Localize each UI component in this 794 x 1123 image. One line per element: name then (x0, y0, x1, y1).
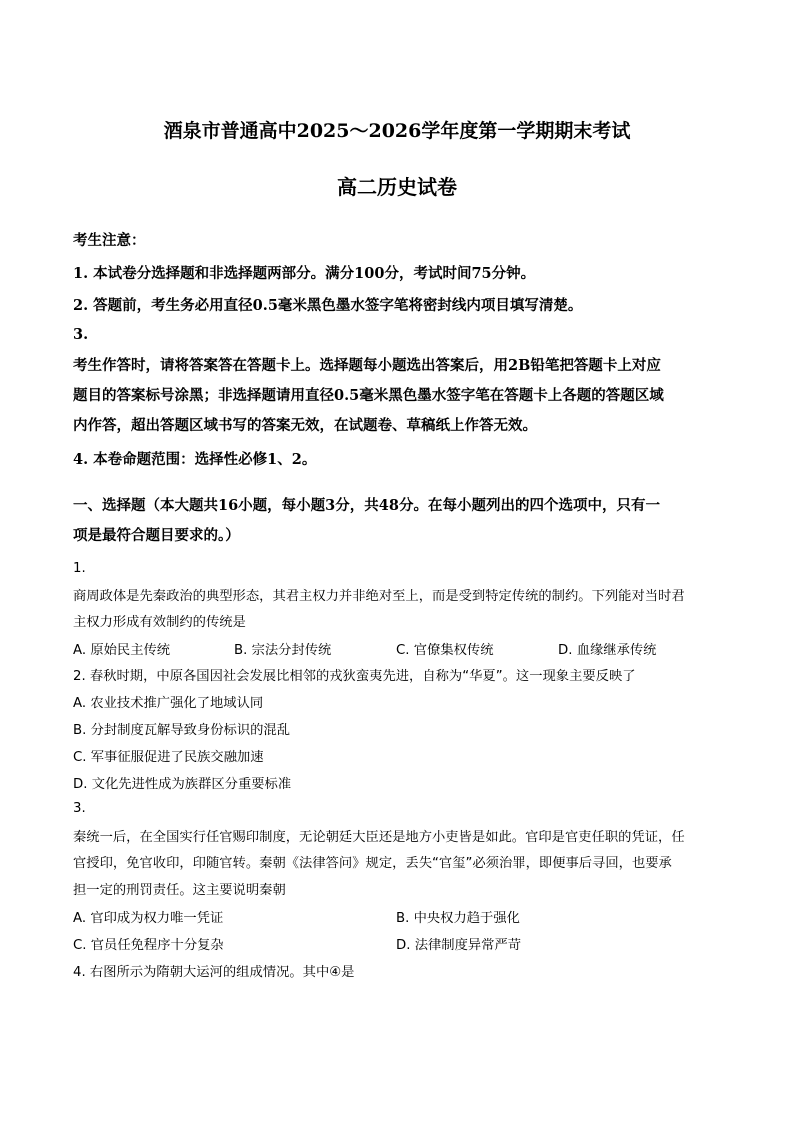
notice-item-3-line-1: 考生作答时，请将答案答在答题卡上。选择题每小题选出答案后，用2B铅笔把答题卡上对应 (73, 357, 661, 374)
question-1-option-b: B. 宗法分封传统 (234, 643, 332, 658)
notice-item-1: 1. 本试卷分选择题和非选择题两部分。满分100分，考试时间75分钟。 (73, 265, 536, 282)
question-1-option-d: D. 血缘继承传统 (558, 643, 657, 658)
question-1-stem-line-2: 主权力形成有效制约的传统是 (73, 615, 246, 630)
question-2-option-c: C. 军事征服促进了民族交融加速 (73, 750, 264, 765)
question-3-stem-line-2: 官授印，免官收印，印随官转。秦朝《法律答问》规定，丢失“官玺”必须治罪，即便事后寻回，也要承 (73, 856, 672, 871)
question-1-option-c: C. 官僚集权传统 (396, 643, 494, 658)
notice-item-3-number: 3. (73, 326, 89, 343)
question-1-stem-line-1: 商周政体是先秦政治的典型形态，其君主权力并非绝对至上，而是受到特定传统的制约。下列能对当时君 (73, 589, 685, 604)
notice-item-2: 2. 答题前，考生务必用直径0.5毫米黑色墨水签字笔将密封线内项目填写清楚。 (73, 297, 583, 314)
exam-subtitle: 高二历史试卷 (337, 175, 457, 199)
question-1-option-a: A. 原始民主传统 (73, 643, 171, 658)
question-3-option-d: D. 法律制度异常严苛 (396, 938, 522, 953)
question-2-option-b: B. 分封制度瓦解导致身份标识的混乱 (73, 723, 291, 738)
exam-title: 酒泉市普通高中2025～2026学年度第一学期期末考试 (163, 120, 631, 142)
question-3-number: 3. (73, 801, 86, 816)
question-3-option-c: C. 官员任免程序十分复杂 (73, 938, 224, 953)
question-3-stem-line-1: 秦统一后，在全国实行任官赐印制度，无论朝廷大臣还是地方小吏皆是如此。官印是官吏任职的凭证，任 (73, 830, 685, 845)
question-3-option-a: A. 官印成为权力唯一凭证 (73, 911, 224, 926)
section-1-heading-line-1: 一、选择题（本大题共16小题，每小题3分，共48分。在每小题列出的四个选项中，只有一 (73, 497, 660, 514)
question-1-number: 1. (73, 561, 86, 576)
notice-item-4: 4. 本卷命题范围：选择性必修1、2。 (73, 451, 317, 468)
notice-item-3-line-2: 题目的答案标号涂黑；非选择题请用直径0.5毫米黑色墨水签字笔在答题卡上各题的答题区域 (73, 387, 664, 404)
question-2-stem: 2. 春秋时期，中原各国因社会发展比相邻的戎狄蛮夷先进，自称为“华夏”。这一现象主要反映了 (73, 669, 636, 684)
question-2-option-d: D. 文化先进性成为族群区分重要标准 (73, 777, 292, 792)
question-3-stem-line-3: 担一定的刑罚责任。这主要说明秦朝 (73, 883, 286, 898)
notice-heading: 考生注意： (73, 232, 146, 249)
question-2-option-a: A. 农业技术推广强化了地域认同 (73, 696, 264, 711)
section-1-heading-line-2: 项是最符合题目要求的。） (73, 527, 240, 544)
notice-item-3-line-3: 内作答，超出答题区域书写的答案无效，在试题卷、草稿纸上作答无效。 (73, 417, 537, 434)
question-4-stem: 4. 右图所示为隋朝大运河的组成情况。其中④是 (73, 965, 355, 980)
question-3-option-b: B. 中央权力趋于强化 (396, 911, 520, 926)
